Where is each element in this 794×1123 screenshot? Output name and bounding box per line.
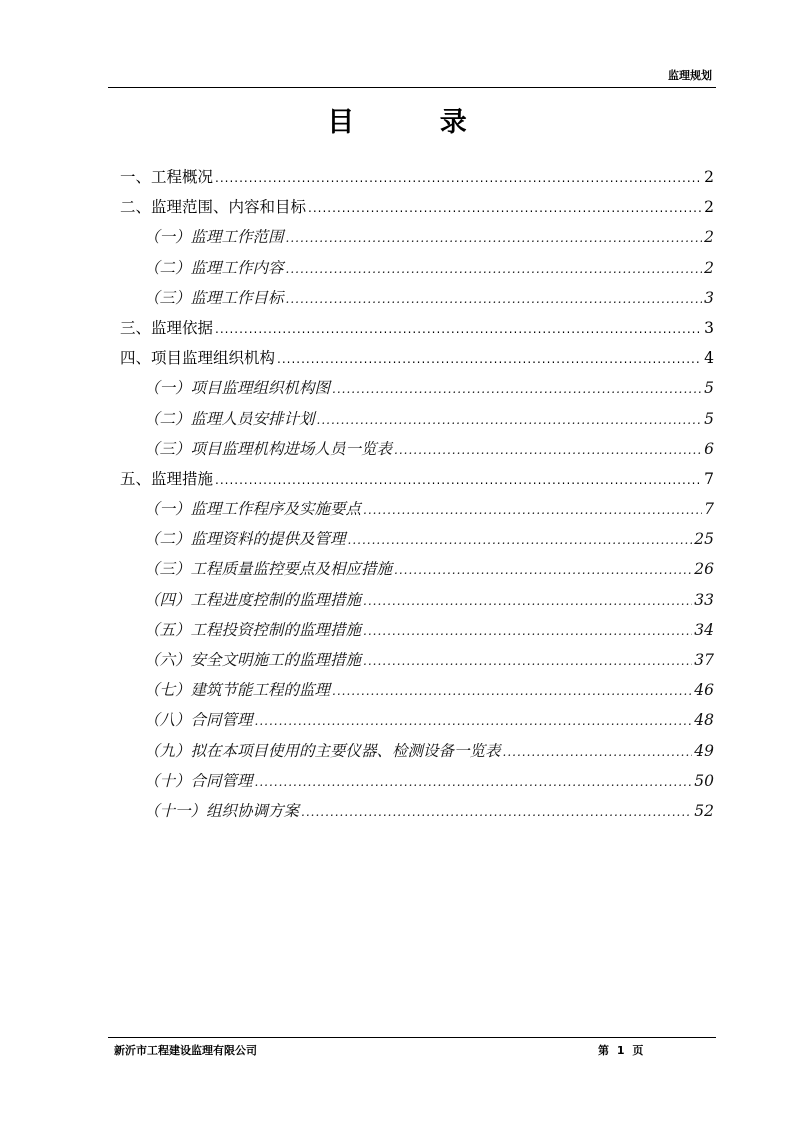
table-of-contents [120, 162, 714, 826]
toc-entry-page: 2 [704, 168, 714, 186]
toc-entry-page: 25 [694, 530, 714, 549]
toc-entry-text: （一）监理工作范围 [144, 228, 284, 247]
toc-entry[interactable] [120, 404, 714, 434]
toc-leader-dots [286, 284, 703, 314]
toc-entry[interactable] [120, 675, 714, 705]
page-footer [108, 1037, 716, 1057]
toc-entry-page: 3 [704, 288, 714, 307]
page-header [108, 66, 716, 88]
toc-entry-text: （三）监理工作目标 [144, 288, 284, 307]
toc-entry-text: （十一）组织协调方案 [144, 801, 300, 820]
toc-entry-text: （三）工程质量监控要点及相应措施 [144, 560, 393, 579]
toc-entry-text: 五、监理措施 [120, 469, 214, 488]
toc-entry-text: 二、监理范围、内容和目标 [120, 198, 307, 217]
toc-entry-text: （三）项目监理机构进场人员一览表 [144, 439, 393, 458]
toc-entry-page: 3 [704, 318, 714, 337]
toc-entry[interactable] [120, 766, 714, 796]
toc-entry[interactable] [120, 343, 714, 373]
toc-entry-text: （十）合同管理 [144, 771, 253, 790]
toc-leader-dots [394, 435, 702, 465]
toc-entry-text: （二）监理工作内容 [144, 258, 284, 277]
toc-leader-dots [215, 314, 702, 344]
toc-leader-dots [255, 706, 693, 736]
toc-entry-page: 5 [704, 379, 714, 398]
toc-entry-text: （五）工程投资控制的监理措施 [144, 620, 362, 639]
toc-entry-page: 48 [694, 711, 714, 730]
toc-entry-text: （二）监理人员安排计划 [144, 409, 315, 428]
toc-entry-page: 34 [694, 620, 714, 639]
toc-leader-dots [348, 525, 693, 555]
toc-leader-dots [363, 586, 692, 616]
toc-entry[interactable] [120, 615, 714, 645]
toc-entry-page: 50 [694, 771, 714, 790]
toc-entry[interactable] [120, 554, 714, 584]
toc-leader-dots [332, 676, 692, 706]
toc-entry[interactable] [120, 373, 714, 403]
toc-entry-text: （九）拟在本项目使用的主要仪器、检测设备一览表 [144, 741, 501, 760]
toc-leader-dots [308, 193, 702, 223]
toc-leader-dots [503, 737, 693, 767]
toc-entry-page: 7 [704, 500, 714, 519]
toc-entry-page: 49 [694, 741, 714, 760]
toc-entry-text: （八）合同管理 [144, 711, 253, 730]
toc-entry[interactable] [120, 464, 714, 494]
toc-entry[interactable] [120, 313, 714, 343]
toc-leader-dots [363, 616, 692, 646]
toc-entry-page: 2 [704, 258, 714, 277]
toc-entry-text: 一、工程概况 [120, 168, 214, 186]
toc-leader-dots [301, 797, 692, 827]
toc-entry[interactable] [120, 645, 714, 675]
toc-entry-page: 2 [704, 198, 714, 217]
toc-leader-dots [215, 465, 702, 495]
toc-entry-text: （六）安全文明施工的监理措施 [144, 651, 362, 669]
toc-entry[interactable] [120, 253, 714, 283]
toc-leader-dots [255, 767, 693, 797]
toc-leader-dots [286, 223, 703, 253]
toc-entry[interactable] [120, 524, 714, 554]
toc-leader-dots [277, 344, 702, 374]
page-title: 目 录 [327, 107, 505, 138]
toc-entry-page: 5 [704, 409, 714, 428]
toc-entry-page: 46 [694, 681, 714, 700]
toc-entry-page: 6 [704, 439, 714, 458]
footer-company: 新沂市工程建设监理有限公司 [114, 1044, 257, 1057]
toc-leader-dots [286, 254, 703, 284]
toc-entry-page: 52 [694, 801, 714, 820]
toc-entry-page: 33 [694, 590, 714, 609]
toc-entry[interactable] [120, 585, 714, 615]
toc-entry[interactable] [120, 283, 714, 313]
toc-entry[interactable] [120, 705, 714, 735]
toc-leader-dots [317, 405, 703, 435]
toc-entry[interactable] [120, 162, 714, 192]
toc-entry-text: （二）监理资料的提供及管理 [144, 530, 346, 549]
toc-entry-page: 7 [704, 469, 714, 488]
toc-entry[interactable] [120, 192, 714, 222]
toc-entry-text: （一）监理工作程序及实施要点 [144, 500, 362, 519]
toc-leader-dots [394, 555, 692, 585]
toc-entry[interactable] [120, 494, 714, 524]
toc-entry-text: （一）项目监理组织机构图 [144, 379, 331, 398]
toc-entry[interactable] [120, 796, 714, 826]
toc-entry-page: 26 [694, 560, 714, 579]
toc-entry-text: （七）建筑节能工程的监理 [144, 681, 331, 700]
footer-page-number: 第 1 页 [598, 1044, 644, 1057]
toc-entry-page: 2 [704, 228, 714, 247]
toc-leader-dots [332, 374, 702, 404]
toc-entry[interactable] [120, 434, 714, 464]
toc-entry[interactable] [120, 736, 714, 766]
toc-leader-dots [363, 646, 692, 676]
toc-entry[interactable] [120, 222, 714, 252]
toc-entry-text: 三、监理依据 [120, 318, 214, 337]
toc-leader-dots [363, 495, 702, 525]
toc-entry-text: （四）工程进度控制的监理措施 [144, 590, 362, 609]
toc-entry-page: 4 [704, 349, 714, 368]
header-label: 监理规划 [668, 69, 712, 82]
toc-entry-text: 四、项目监理组织机构 [120, 349, 276, 368]
toc-leader-dots [215, 163, 702, 193]
toc-entry-page: 37 [694, 651, 714, 669]
